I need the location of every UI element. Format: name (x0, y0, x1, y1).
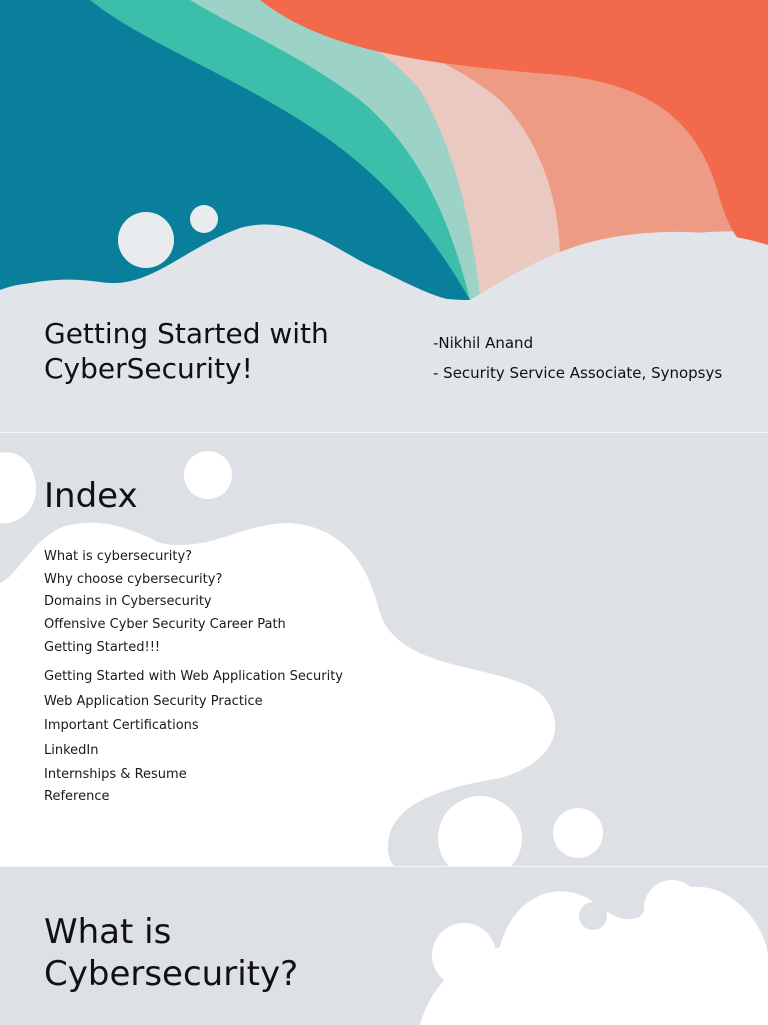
index-item: Offensive Cyber Security Career Path (44, 617, 286, 632)
index-item: LinkedIn (44, 743, 99, 758)
index-item: Getting Started!!! (44, 640, 161, 655)
author-block (433, 328, 753, 388)
index-item: Internships & Resume (44, 767, 187, 782)
index-title: Index (44, 476, 138, 516)
index-item: Why choose cybersecurity? (44, 572, 223, 587)
index-item: Reference (44, 789, 110, 804)
index-item: Domains in Cybersecurity (44, 594, 212, 609)
title-slide (0, 0, 768, 432)
author-role: - Security Service Associate, Synopsys (433, 364, 723, 382)
index-item: Getting Started with Web Application Security (44, 669, 343, 684)
presentation-title: Getting Started with CyberSecurity! (44, 317, 329, 385)
index-item: Web Application Security Practice (44, 694, 263, 709)
index-item: Important Certifications (44, 718, 199, 733)
index-item: What is cybersecurity? (44, 549, 193, 564)
what-is-slide (0, 867, 768, 1025)
index-slide (0, 433, 768, 866)
section-title (44, 911, 298, 995)
author-name: -Nikhil Anand (433, 334, 534, 352)
section-title-line-1: What is (44, 912, 172, 952)
section-title-line-2: Cybersecurity? (44, 954, 299, 994)
